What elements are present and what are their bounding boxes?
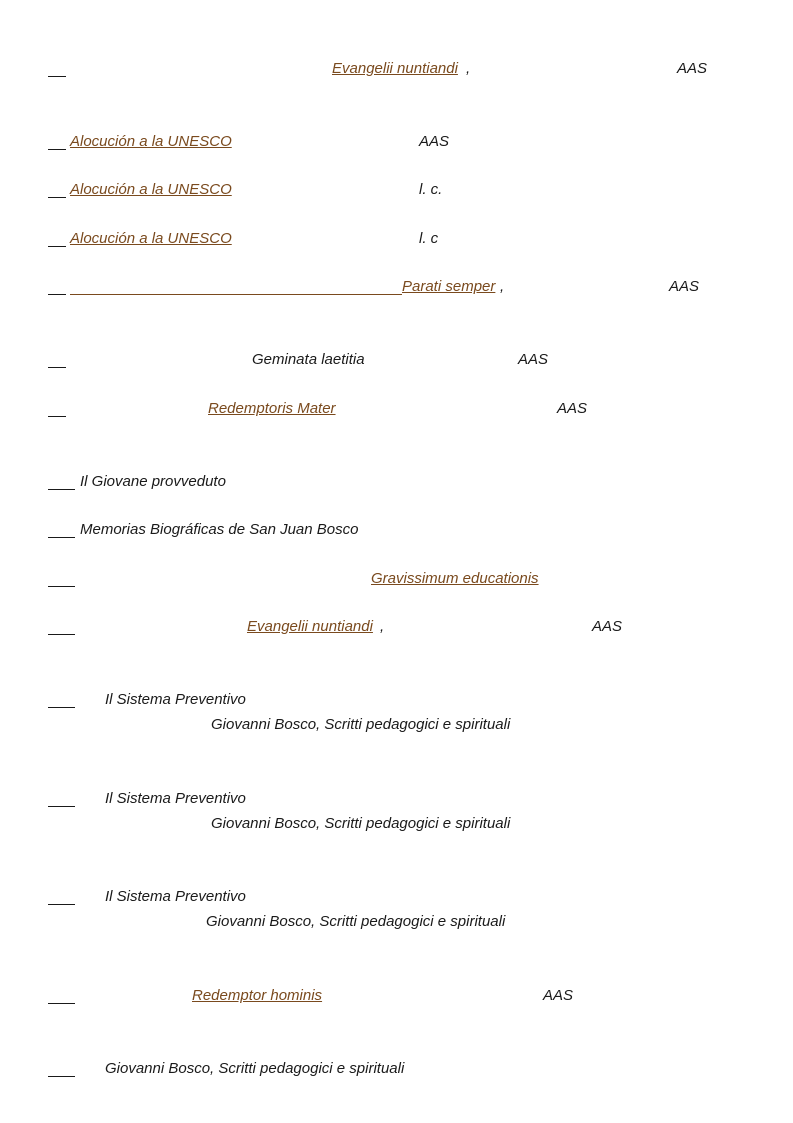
document-title-link[interactable]: Redemptoris Mater	[208, 400, 336, 417]
book-reference: Giovanni Bosco, Scritti pedagogici e spirituali	[211, 815, 511, 832]
note-line-continuation	[0, 814, 793, 836]
note-line	[0, 1059, 793, 1081]
note-line	[0, 180, 793, 202]
blank-line	[48, 229, 66, 247]
document-title: Il Sistema Preventivo	[105, 691, 246, 708]
blank-line	[48, 789, 75, 807]
blank-line	[48, 180, 66, 198]
blank-line	[48, 520, 75, 538]
punctuation: ,	[500, 278, 505, 295]
note-line	[0, 277, 793, 299]
source-reference: AAS	[543, 987, 574, 1004]
book-reference: Giovanni Bosco, Scritti pedagogici e spirituali	[105, 1060, 405, 1077]
source-reference: AAS	[419, 133, 450, 150]
document-title: Geminata laetitia	[252, 351, 365, 368]
document-title: Memorias Biográficas de San Juan Bosco	[80, 521, 359, 538]
note-line	[0, 569, 793, 591]
punctuation: ,	[380, 618, 385, 635]
document-title-link[interactable]: Evangelii nuntiandi	[332, 60, 458, 77]
book-reference: Giovanni Bosco, Scritti pedagogici e spirituali	[211, 716, 511, 733]
blank-line	[48, 617, 75, 635]
note-line-continuation	[0, 912, 793, 934]
blank-line	[48, 277, 66, 295]
note-line	[0, 399, 793, 421]
document-title-link[interactable]: Gravissimum educationis	[371, 570, 539, 587]
note-line	[0, 789, 793, 811]
note-line-continuation	[0, 715, 793, 737]
note-line	[0, 350, 793, 372]
blank-line	[48, 986, 75, 1004]
document-title-link[interactable]: Redemptor hominis	[192, 987, 323, 1004]
blank-line	[48, 1059, 75, 1077]
blank-line	[48, 690, 75, 708]
note-line	[0, 229, 793, 251]
blank-line	[48, 132, 66, 150]
document-title-link[interactable]: Parati semper	[402, 278, 496, 295]
document-title-link[interactable]: Evangelii nuntiandi	[247, 618, 373, 635]
note-line	[0, 520, 793, 542]
blank-line	[48, 569, 75, 587]
note-line	[0, 132, 793, 154]
book-reference: Giovanni Bosco, Scritti pedagogici e spirituali	[206, 913, 506, 930]
document-title-link[interactable]: Alocución a la UNESCO	[70, 230, 232, 247]
blank-line	[48, 59, 66, 77]
document-title: Il Sistema Preventivo	[105, 790, 246, 807]
blank-line	[48, 399, 66, 417]
blank-line	[48, 472, 75, 490]
blank-line	[48, 350, 66, 368]
note-line	[0, 690, 793, 712]
document-title: Il Giovane provveduto	[80, 473, 226, 490]
source-reference: AAS	[677, 60, 708, 77]
source-reference: l. c	[419, 230, 439, 247]
underline-rule	[70, 277, 402, 295]
source-reference: AAS	[592, 618, 623, 635]
note-line	[0, 59, 793, 81]
note-line	[0, 986, 793, 1008]
note-line	[0, 887, 793, 909]
source-reference: AAS	[669, 278, 700, 295]
blank-line	[48, 887, 75, 905]
document-title-link[interactable]: Alocución a la UNESCO	[70, 181, 232, 198]
note-line	[0, 617, 793, 639]
note-line	[0, 472, 793, 494]
source-reference: AAS	[518, 351, 549, 368]
source-reference: l. c.	[419, 181, 443, 198]
source-reference: AAS	[557, 400, 588, 417]
punctuation: ,	[466, 60, 471, 77]
document-title-link[interactable]: Alocución a la UNESCO	[70, 133, 232, 150]
document-title: Il Sistema Preventivo	[105, 888, 246, 905]
